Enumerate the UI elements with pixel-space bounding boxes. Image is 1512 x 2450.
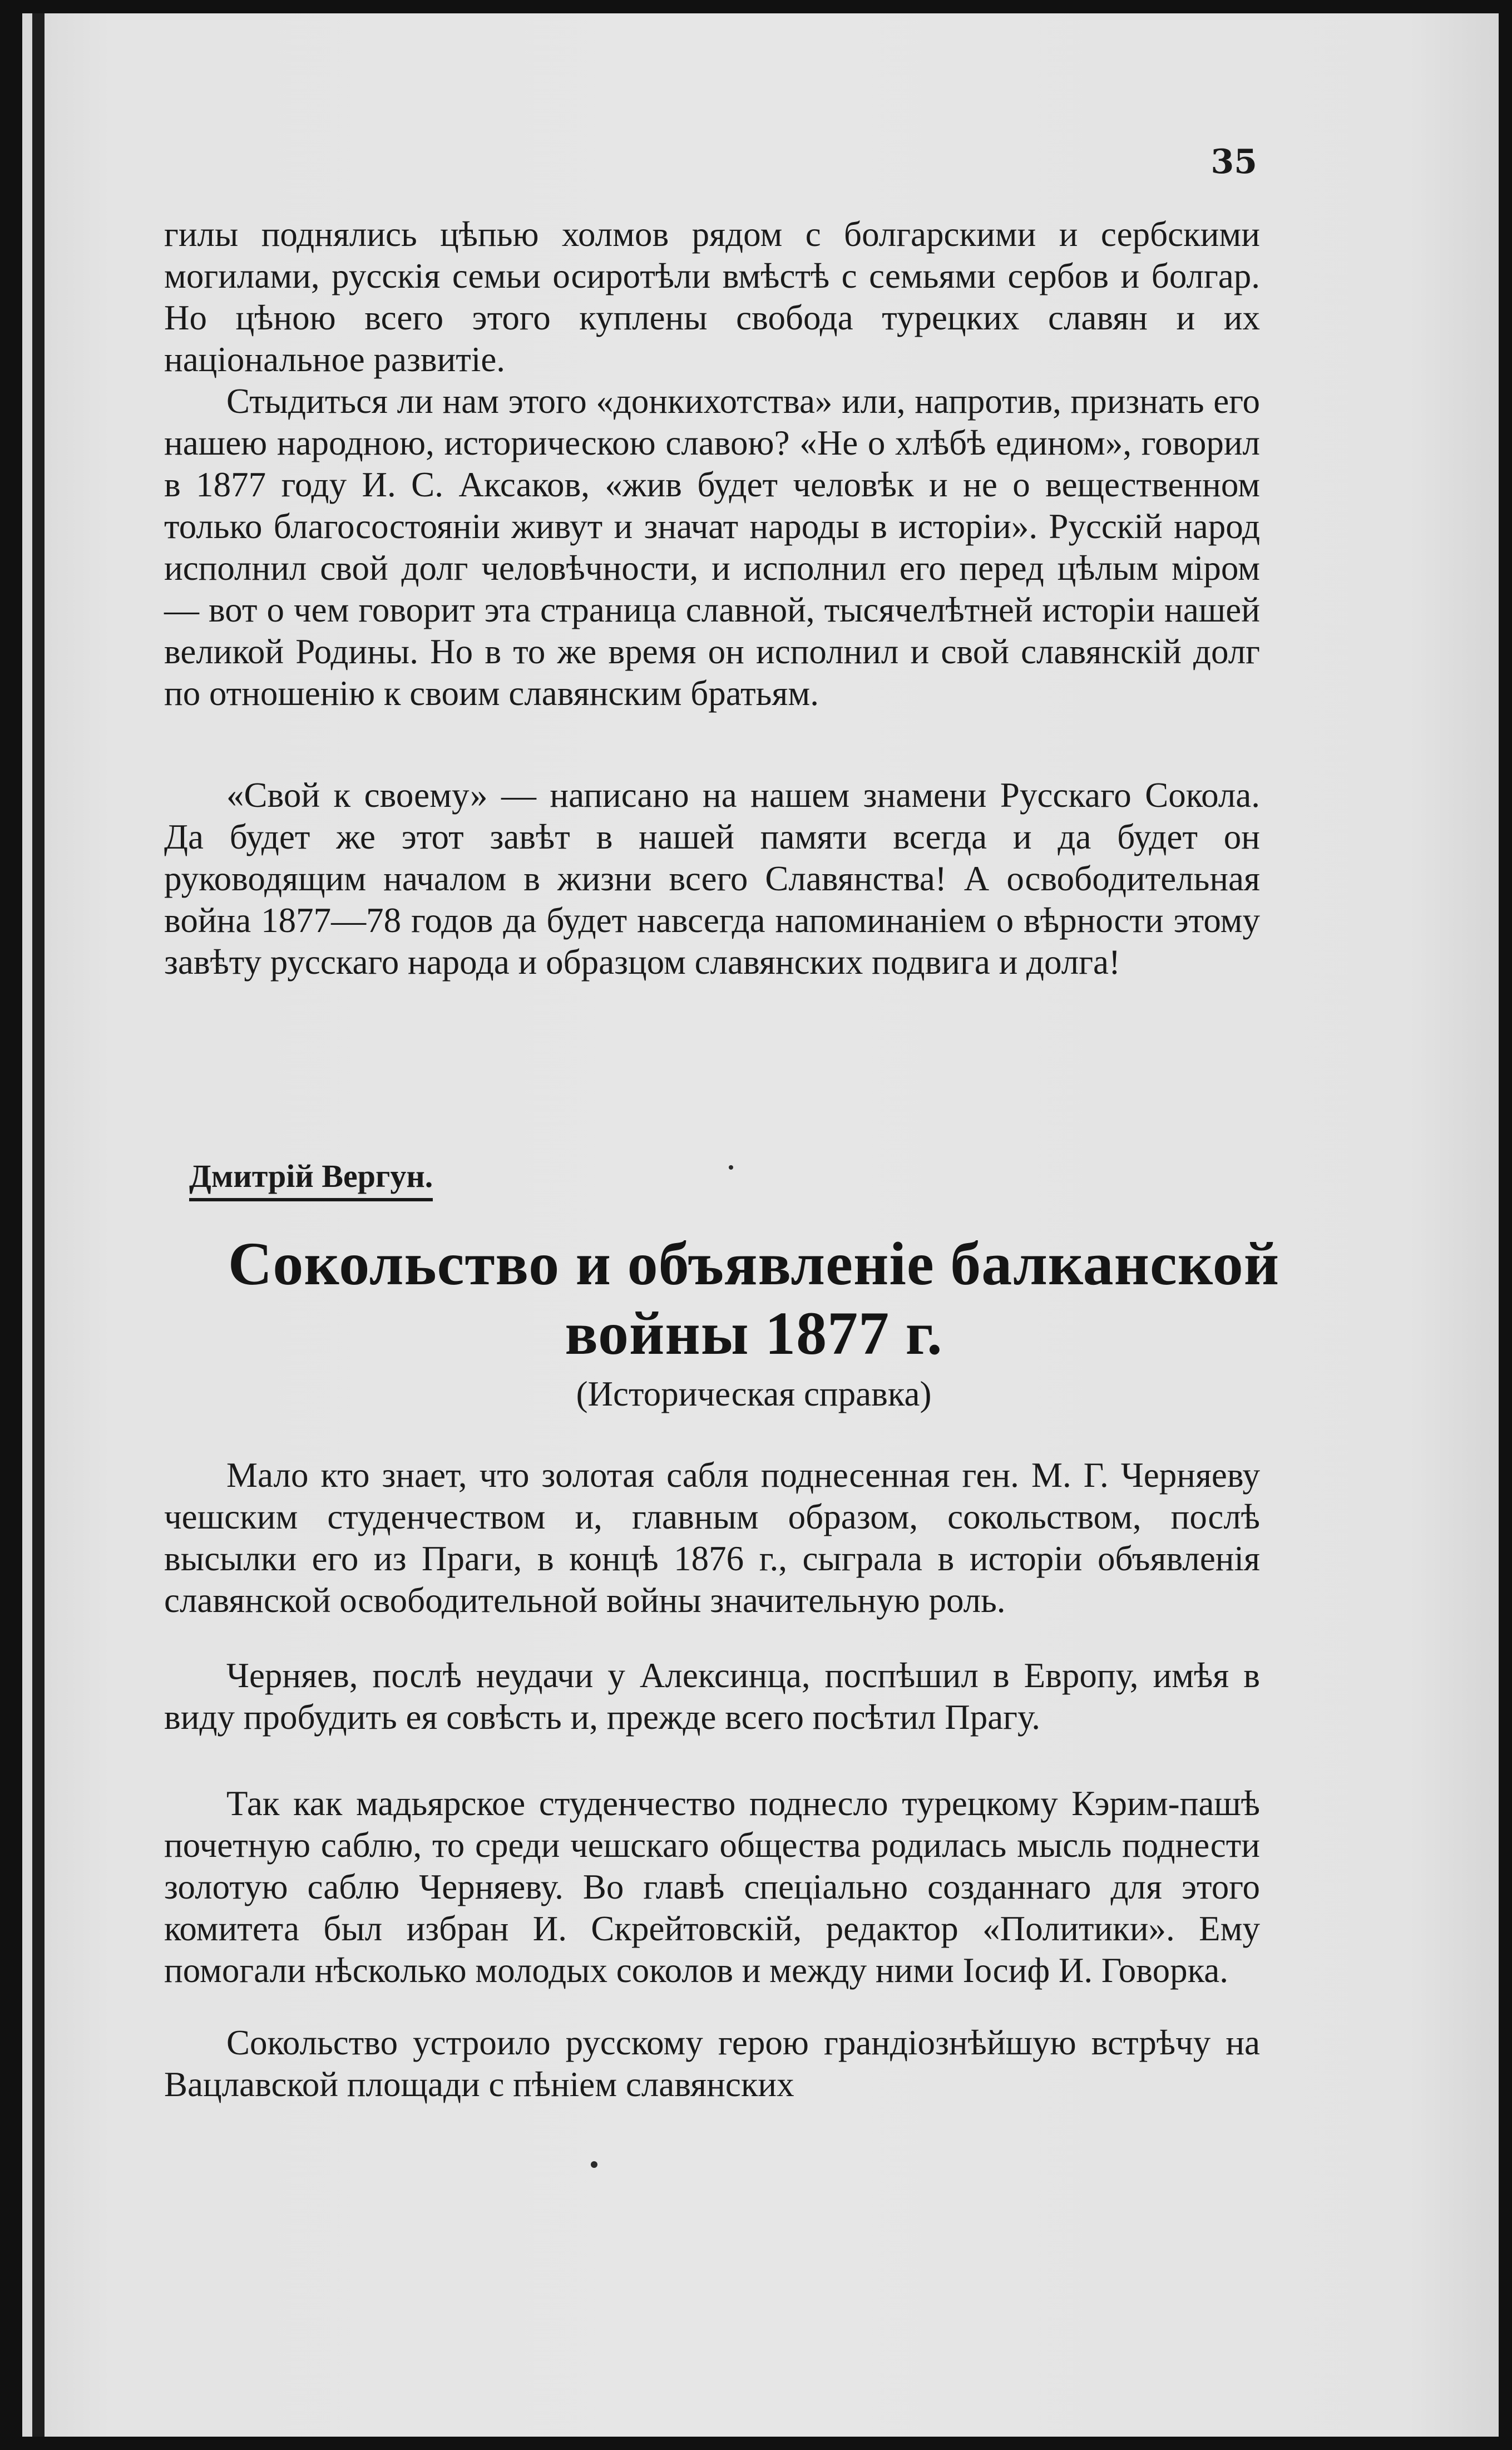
paragraph-svoi-k-svoemu: «Свой к своему» — написано на нашем знамени Русскаго Сокола. Да будет же этот завѣт в нашей памяти всегда и да будет он руководящим началом в жизни всего Славянства! А освободительная война 1877—78 годов да будет навсегда напоминаніем о вѣрности этому завѣту русскаго народа и образцом славянских подвига и долга! <box>164 776 1260 982</box>
article-author: Дмитрій Вергун. <box>189 1157 433 1201</box>
scanned-page <box>22 13 1499 2437</box>
paragraph-continued: гилы поднялись цѣпью холмов рядом с болгарскими и сербскими могилами, русскія семьи осиротѣли вмѣстѣ с семьями сербов и болгар. Но цѣною всего этого куплены свобода турецких славян и их національное развитіе. <box>164 215 1260 379</box>
paragraph-madyarskoe: Так как мадьярское студенчество поднесло турецкому Кэрим-пашѣ почетную саблю, то среди чешскаго общества родилась мысль поднести золотую саблю Черняеву. Во главѣ спеціально созданнаго для этого комитета был избран И. Скрейтовскій, редактор «Политики». Ему помогали нѣсколько молодых соколов и между ними Іосиф И. Говорка. <box>164 1784 1260 1990</box>
article-title: Сокольство и объявленіе балканской войны 1877 г. <box>228 1230 1280 1367</box>
paragraph-donkikhotstvo: Стыдиться ли нам этого «донкихотства» или, напротив, признать его нашею народною, историческою славою? «Не о хлѣбѣ едином», говорил в 1877 году И. С. Аксаков, «жив будет человѣк и не о вещественном только благосостояніи живут и значат народы в исторіи». Русскій народ исполнил свой долг человѣчности, и исполнил его перед цѣлым міром — вот о чем говорит эта страница славной, тысячелѣтней исторіи нашей великой Родины. Но в то же время он исполнил и свой славянскій долг по отношенію к своим славянским братьям. <box>164 382 1260 713</box>
scan-speck <box>591 2161 597 2168</box>
paragraph-chernyaev: Черняев, послѣ неудачи у Алексинца, поспѣшил в Европу, имѣя в виду пробудить ея совѣсть и, прежде всего посѣтил Прагу. <box>164 1656 1260 1737</box>
binding-gutter <box>32 13 45 2437</box>
paragraph-sokolstvo: Сокольство устроило русскому герою грандіознѣйшую встрѣчу на Вацлавской площади с пѣніем славянских <box>164 2023 1260 2104</box>
article-subtitle: (Историческая справка) <box>576 1374 932 1413</box>
paragraph-zolotaya-sablya: Мало кто знает, что золотая сабля поднесенная ген. М. Г. Черняеву чешским студенчеством и, главным образом, сокольством, послѣ высылки его из Праги, в концѣ 1876 г., сыграла в исторіи объявленія славянской освободительной войны значительную роль. <box>164 1456 1260 1620</box>
scan-speck <box>729 1165 733 1170</box>
page-number: 35 <box>1210 142 1257 181</box>
